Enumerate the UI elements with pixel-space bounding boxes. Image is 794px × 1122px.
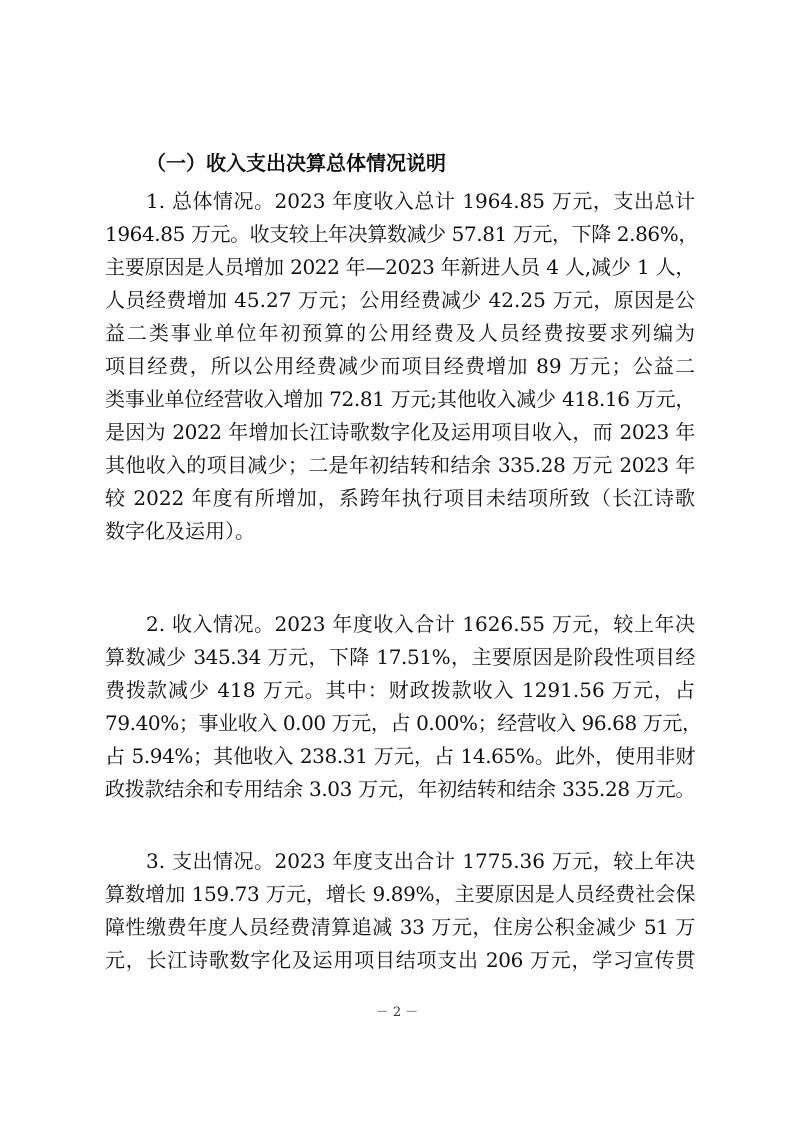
text-line: 元，长江诗歌数字化及运用项目结项支出 206 万元，学习宣传贯 <box>105 948 695 972</box>
text-line: 占 5.94%；其他收入 238.31 万元，占 14.65%。此外，使用非财 <box>105 744 695 768</box>
paragraph-overall <box>105 188 698 551</box>
text-line: 是因为 2022 年增加长江诗歌数字化及运用项目收入，而 2023 年 <box>105 420 695 444</box>
text-line: 其他收入的项目减少；二是年初结转和结余 335.28 万元 2023 年 <box>105 453 695 477</box>
text-line: 3. 支出情况。2023 年度支出合计 1775.36 万元，较上年决 <box>146 849 695 873</box>
text-line: 数字化及运用）。 <box>105 519 255 543</box>
text-line: 类事业单位经营收入增加 72.81 万元;其他收入减少 418.16 万元， <box>105 387 695 411</box>
text-line: 主要原因是人员增加 2022 年—2023 年新进人员 4 人,减少 1 人， <box>105 255 695 279</box>
paragraph-income <box>105 611 702 809</box>
text-line: 益二类事业单位年初预算的公用经费及人员经费按要求列编为 <box>105 321 695 345</box>
text-line: 算数减少 345.34 万元，下降 17.51%，主要原因是阶段性项目经 <box>105 645 695 669</box>
text-line: 1. 总体情况。2023 年度收入总计 1964.85 万元，支出总计 <box>146 189 695 213</box>
text-line: 障性缴费年度人员经费清算追减 33 万元，住房公积金减少 51 万 <box>105 915 695 939</box>
text-line: 算数增加 159.73 万元，增长 9.89%，主要原因是人员经费社会保 <box>105 882 695 906</box>
text-line: 79.40%；事业收入 0.00 万元，占 0.00%；经营收入 96.68 万元， <box>105 711 702 735</box>
text-line: 1964.85 万元。收支较上年决算数减少 57.81 万元，下降 2.86%， <box>105 222 698 246</box>
text-line: 政拨款结余和专用结余 3.03 万元，年初结转和结余 335.28 万元。 <box>105 777 695 801</box>
section-heading: （一）收入支出决算总体情况说明 <box>146 151 446 175</box>
paragraph-expenditure <box>105 848 695 980</box>
text-line: 人员经费增加 45.27 万元；公用经费减少 42.25 万元，原因是公 <box>105 288 695 312</box>
page-number: － 2 － <box>375 1005 419 1020</box>
text-line: 费拨款减少 418 万元。其中：财政拨款收入 1291.56 万元，占 <box>105 678 695 702</box>
text-line: 较 2022 年度有所增加，系跨年执行项目未结项所致（长江诗歌 <box>105 486 695 510</box>
text-line: 2. 收入情况。2023 年度收入合计 1626.55 万元，较上年决 <box>146 612 695 636</box>
text-line: 项目经费，所以公用经费减少而项目经费增加 89 万元；公益二 <box>105 354 695 378</box>
